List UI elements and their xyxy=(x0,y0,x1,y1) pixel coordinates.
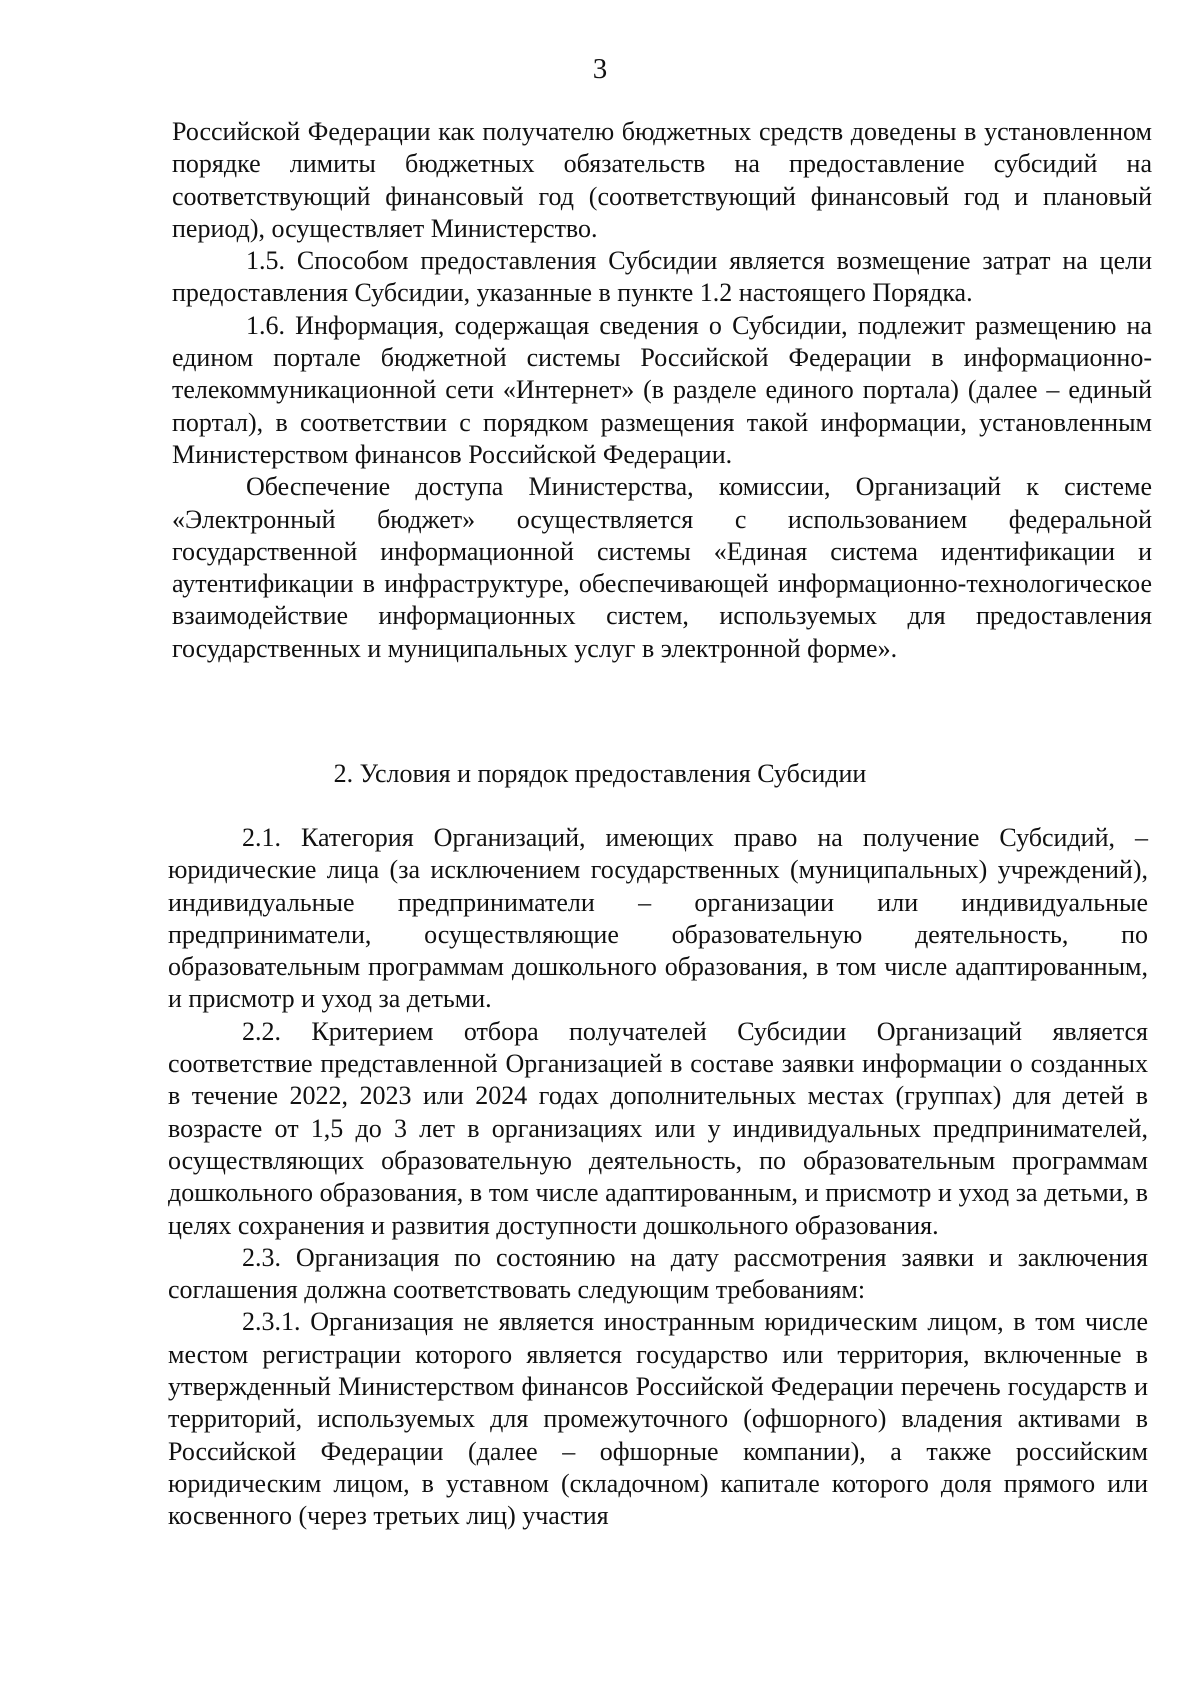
page-number: 3 xyxy=(592,53,608,85)
section-1-continuation xyxy=(172,116,1152,665)
paragraph-1-6: 1.6. Информация, содержащая сведения о Субсидии, подлежит размещению на едином портале бюджетной системы Российской Федерации в информационно-телекоммуникационной сети «Интернет» (в разделе единого портала) (далее – единый портал), в соответствии с порядком размещения такой информации, установленным Министерством финансов Российской Федерации. xyxy=(172,310,1152,469)
paragraph-1-5: 1.5. Способом предоставления Субсидии является возмещение затрат на цели предоставления Субсидии, указанные в пункте 1.2 настоящего Порядка. xyxy=(172,246,1152,308)
paragraph-2-3: 2.3. Организация по состоянию на дату рассмотрения заявки и заключения соглашения должна соответствовать следующим требованиям: xyxy=(168,1242,1148,1305)
section-2-heading: 2. Условия и порядок предоставления Субсидии xyxy=(333,759,867,788)
paragraph-2-1: 2.1. Категория Организаций, имеющих право на получение Субсидий, – юридические лица (за исключением государственных (муниципальных) учреждений), индивидуальные предприниматели – организации или индивидуальные предприниматели, осуществляющие образовательную деятельность, по образовательным программам дошкольного образования, в том числе адаптированным, и присмотр и уход за детьми. xyxy=(168,823,1148,1014)
paragraph-2-2: 2.2. Критерием отбора получателей Субсидии Организаций является соответствие представленной Организацией в составе заявки информации о созданных в течение 2022, 2023 или 2024 годах дополнительных местах (группах) для детей в возрасте от 1,5 до 3 лет в организациях или у индивидуальных предпринимателей, осуществляющих образовательную деятельность, по образовательным программам дошкольного образования, в том числе адаптированным, и присмотр и уход за детьми, в целях сохранения и развития доступности дошкольного образования. xyxy=(168,1016,1148,1240)
paragraph-2-3-1: 2.3.1. Организация не является иностранным юридическим лицом, в том числе местом регистрации которого является государство или территория, включенные в утвержденный Министерством финансов Российской Федерации перечень государств и территорий, используемых для промежуточного (офшорного) владения активами в Российской Федерации (далее – офшорные компании), а также российским юридическим лицом, в уставном (складочном) капитале которого доля прямого или косвенного (через третьих лиц) участия xyxy=(168,1307,1148,1531)
paragraph-access-electronic-budget: Обеспечение доступа Министерства, комиссии, Организаций к системе «Электронный бюджет» осуществляется с использованием федеральной государственной информационной системы «Единая система идентификации и аутентификации в инфраструктуре, обеспечивающей информационно-технологическое взаимодействие информационных систем, используемых для предоставления государственных и муниципальных услуг в электронной форме». xyxy=(172,472,1152,663)
paragraph-ministry-limits: Российской Федерации как получателю бюджетных средств доведены в установленном порядке лимиты бюджетных обязательств на предоставление субсидий на соответствующий финансовый год (соответствующий финансовый год и плановый период), осуществляет Министерство. xyxy=(172,117,1152,243)
section-2-body xyxy=(168,822,1148,1533)
